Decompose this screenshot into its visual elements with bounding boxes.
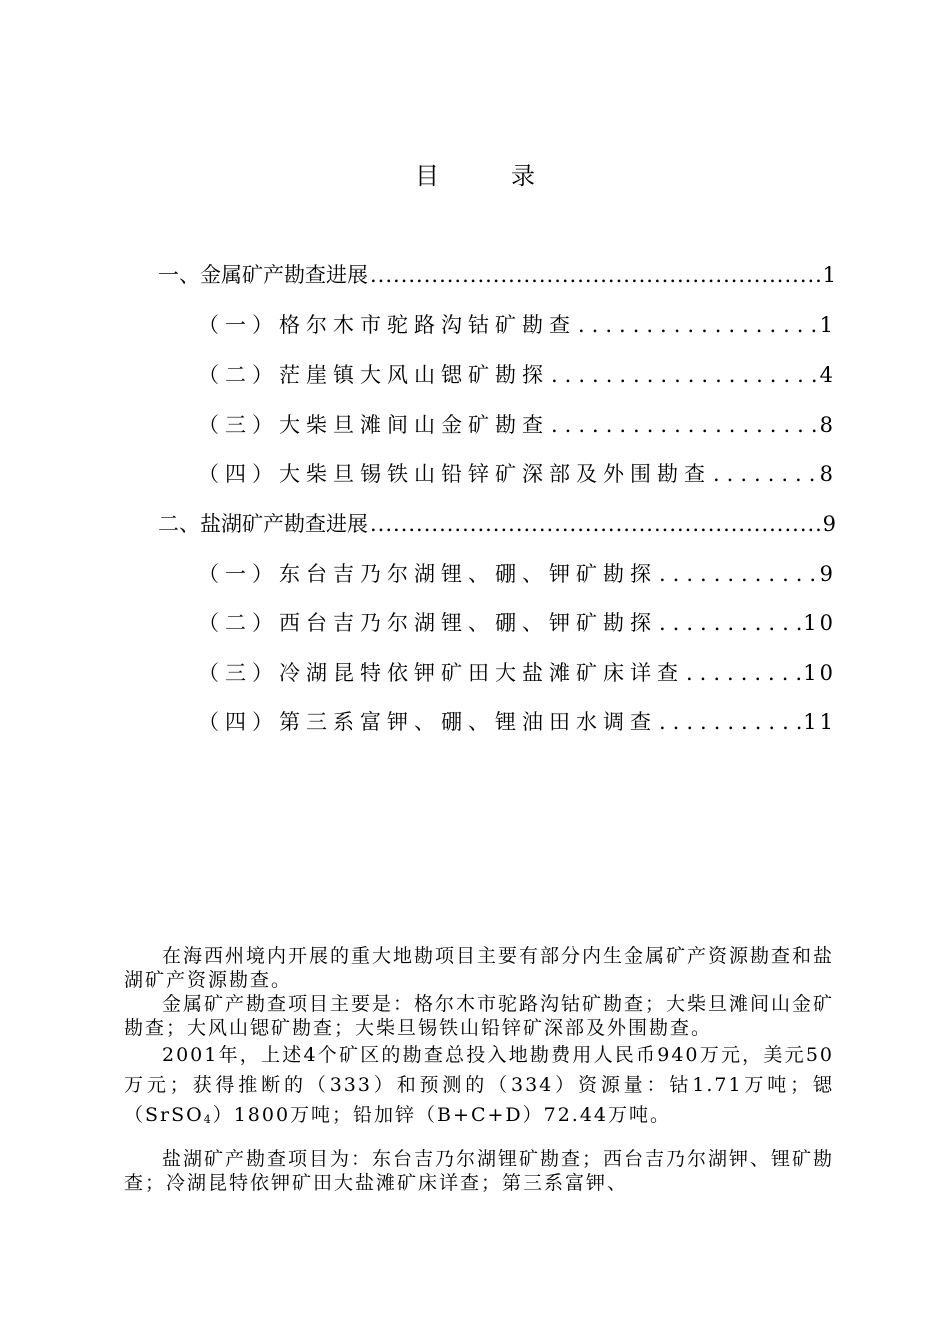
paragraph-2: 金属矿产勘查项目主要是：格尔木市驼路沟钴矿勘查；大柴旦滩间山金矿勘查；大风山锶矿勘查；大柴旦锡铁山铅锌矿深部及外围勘查。 xyxy=(124,993,835,1039)
toc-page-number: 9 xyxy=(819,562,836,586)
toc-entry[interactable] xyxy=(198,706,836,736)
title-char-1: 目 xyxy=(415,162,439,190)
title-char-2: 录 xyxy=(511,162,535,190)
toc-entry-label: （三）大柴旦滩间山金矿勘查 xyxy=(198,413,549,437)
toc-entry-label: （二）茫崖镇大风山锶矿勘探 xyxy=(198,363,549,387)
toc-entry[interactable] xyxy=(198,409,836,439)
toc-leader xyxy=(686,661,801,685)
toc-entry-label: （三）冷湖昆特依钾矿田大盐滩矿床详查 xyxy=(198,661,684,685)
toc-page-number: 1 xyxy=(819,313,836,337)
toc-entry[interactable] xyxy=(158,259,836,289)
paragraph-4: 盐湖矿产勘查项目为：东台吉乃尔湖锂矿勘查；西台吉乃尔湖钾、锂矿勘查；冷湖昆特依钾矿田大盐滩矿床详查；第三系富钾、 xyxy=(124,1148,835,1194)
toc-entry[interactable] xyxy=(198,309,836,339)
toc-page-number: 10 xyxy=(803,611,836,635)
toc-leader xyxy=(370,512,821,536)
toc-entry[interactable] xyxy=(198,657,836,687)
toc-leader xyxy=(551,363,818,387)
toc-entry[interactable] xyxy=(198,359,836,389)
toc-page-number: 10 xyxy=(803,661,836,685)
toc-leader xyxy=(659,611,801,635)
toc-entry-label: （一）东台吉乃尔湖锂、硼、钾矿勘探 xyxy=(198,562,657,586)
toc-entry[interactable] xyxy=(198,607,836,637)
toc-leader xyxy=(551,413,818,437)
toc-entry-label: （一）格尔木市驼路沟钴矿勘查 xyxy=(198,313,576,337)
page-title xyxy=(0,156,950,191)
toc-page-number: 8 xyxy=(819,462,836,486)
toc-leader xyxy=(713,462,818,486)
toc-page-number: 11 xyxy=(803,710,836,734)
toc-page-number: 8 xyxy=(819,413,836,437)
paragraph-3 xyxy=(124,1040,834,1135)
toc-leader xyxy=(370,263,821,287)
toc-entry-label: （四）大柴旦锡铁山铅锌矿深部及外围勘查 xyxy=(198,462,711,486)
toc-leader xyxy=(659,562,818,586)
toc-entry[interactable] xyxy=(198,558,836,588)
paragraph-3-text-b: ）1800万吨；铅加锌（B+C+D）72.44万吨。 xyxy=(212,1104,672,1126)
paragraph-3-text-a: 2001年，上述4个矿区的勘查总投入地勘费用人民币940万元，美元50万元；获得推断的（333）和预测的（334）资源量：钴1.71万吨；锶（SrSO xyxy=(124,1044,834,1126)
paragraph-1: 在海西州境内开展的重大地勘项目主要有部分内生金属矿产资源勘查和盐湖矿产资源勘查。 xyxy=(124,945,835,991)
toc-entry-label: （二）西台吉乃尔湖锂、硼、钾矿勘探 xyxy=(198,611,657,635)
toc-entry-label: 一、金属矿产勘查进展 xyxy=(158,263,368,287)
toc-leader xyxy=(659,710,801,734)
sulfate-subscript: 4 xyxy=(203,1113,213,1126)
body-text xyxy=(124,944,834,1195)
toc-page-number: 1 xyxy=(822,263,836,287)
toc-page-number: 9 xyxy=(822,512,836,536)
toc-entry-label: （四）第三系富钾、硼、锂油田水调查 xyxy=(198,710,657,734)
toc-entry-label: 二、盐湖矿产勘查进展 xyxy=(158,512,368,536)
toc-page-number: 4 xyxy=(819,363,836,387)
toc-leader xyxy=(578,313,818,337)
toc-entry[interactable] xyxy=(158,508,836,538)
toc-entry[interactable] xyxy=(198,458,836,488)
